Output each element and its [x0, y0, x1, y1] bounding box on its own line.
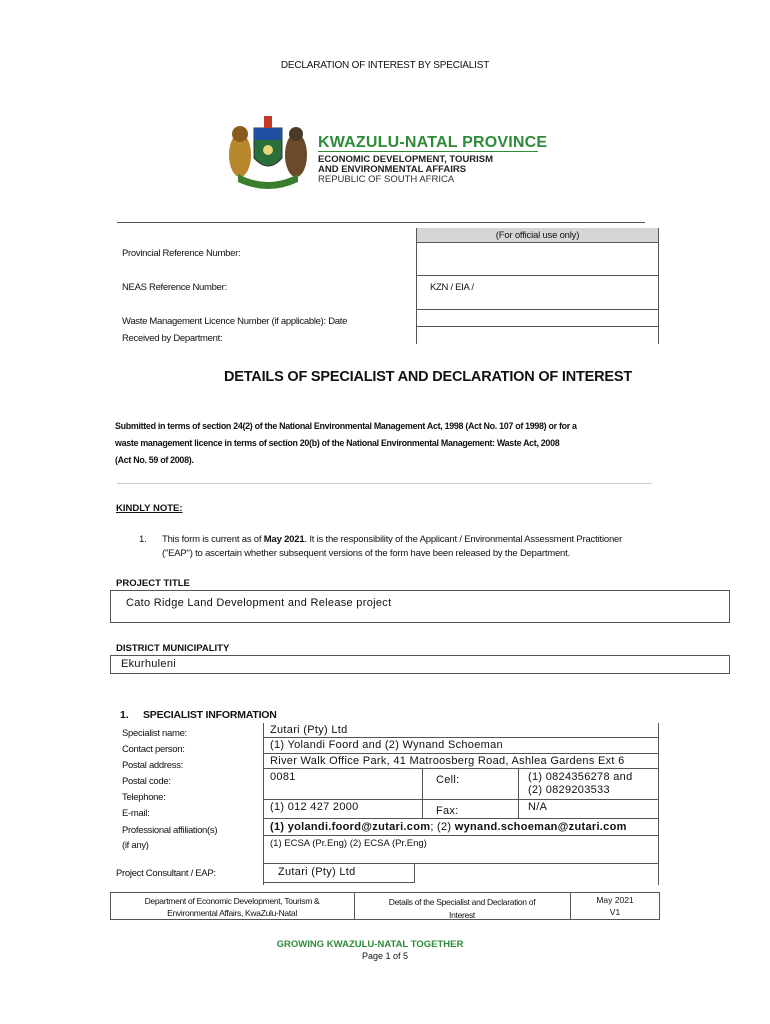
footer-slogan: GROWING KWAZULU-NATAL TOGETHER [276, 939, 464, 950]
logo-divider [318, 151, 538, 152]
note-line-2: ("EAP") to ascertain whether subsequent versions of the form have been released by the Department. [162, 548, 571, 559]
note-line-1 [162, 534, 622, 545]
email-value[interactable] [270, 821, 627, 833]
official-line [416, 326, 659, 327]
project-title-heading: PROJECT TITLE [116, 578, 190, 589]
postal-code-label: Postal code: [122, 776, 171, 787]
email-label: E-mail: [122, 808, 150, 819]
table-right-border [658, 723, 659, 885]
postal-address-label: Postal address: [122, 760, 183, 771]
affiliation-value[interactable]: (1) ECSA (Pr.Eng) (2) ECSA (Pr.Eng) [270, 838, 427, 849]
district-municipality-field[interactable] [110, 655, 730, 674]
submitted-line-2: waste management licence in terms of section 20(b) of the National Environmental Management: Waste Act, 2008 [115, 438, 560, 448]
header-divider [117, 222, 645, 223]
table-left-border [263, 723, 264, 885]
official-line [416, 309, 659, 310]
telephone-label: Telephone: [122, 792, 166, 803]
affiliation-if-any-label: (if any) [122, 840, 149, 851]
district-municipality-heading: DISTRICT MUNICIPALITY [116, 643, 230, 654]
official-use-label: (For official use only) [495, 230, 580, 241]
specialist-section-number: 1. [120, 709, 129, 721]
footer-version: V1 [609, 907, 621, 917]
email-separator: ; (2) [430, 821, 455, 833]
footer-department-line-2: Environmental Affairs, KwaZulu-Natal [167, 908, 297, 918]
department-line-1: ECONOMIC DEVELOPMENT, TOURISM [318, 154, 494, 165]
official-line [416, 242, 659, 243]
kindly-note-heading: KINDLY NOTE: [116, 503, 183, 514]
republic-label: REPUBLIC OF SOUTH AFRICA [318, 174, 455, 185]
cell-value-1[interactable]: (1) 0824356278 and [528, 771, 633, 783]
coat-of-arms-emblem [226, 110, 310, 190]
postal-code-value[interactable]: 0081 [270, 771, 296, 783]
note-date: May 2021 [263, 534, 305, 545]
fax-value[interactable]: N/A [528, 801, 548, 813]
received-by-department-label: Received by Department: [122, 333, 223, 344]
neas-reference-label: NEAS Reference Number: [122, 282, 227, 293]
fax-label: Fax: [436, 805, 459, 817]
project-title-field[interactable] [110, 590, 730, 623]
cell-value-2[interactable]: (2) 0829203533 [528, 784, 610, 796]
page-number: Page 1 of 5 [361, 951, 409, 961]
district-municipality-value: Ekurhuleni [121, 658, 176, 670]
email-2[interactable]: wynand.schoeman@zutari.com [454, 821, 627, 833]
footer-details-line-2: Interest [449, 910, 475, 920]
table-col-line [422, 768, 423, 818]
table-row-line [263, 818, 659, 819]
project-consultant-label: Project Consultant / EAP: [116, 868, 216, 879]
note-text: This form is current as of [162, 534, 264, 545]
postal-address-value[interactable]: River Walk Office Park, 41 Matroosberg Road, Ashlea Gardens Ext 6 [270, 755, 625, 767]
section-divider [117, 483, 652, 484]
neas-reference-value: KZN / EIA / [430, 282, 474, 293]
submitted-line-3: (Act No. 59 of 2008). [115, 455, 194, 465]
project-consultant-value: Zutari (Pty) Ltd [278, 866, 356, 878]
table-row-line [263, 768, 659, 769]
table-row-line [263, 835, 659, 836]
waste-licence-label: Waste Management Licence Number (if applicable): Date [122, 316, 348, 327]
department-line-2: AND ENVIRONMENTAL AFFAIRS [318, 164, 467, 175]
contact-person-value[interactable]: (1) Yolandi Foord and (2) Wynand Schoeman [270, 739, 503, 751]
project-title-value: Cato Ridge Land Development and Release project [126, 597, 392, 609]
table-row-line [263, 753, 659, 754]
page-title: DETAILS OF SPECIALIST AND DECLARATION OF INTEREST [223, 369, 633, 385]
submitted-line-1: Submitted in terms of section 24(2) of the National Environmental Management Act, 1998 (Act No. 107 of 1998) or for a [115, 421, 577, 431]
footer-date: May 2021 [596, 895, 634, 905]
note-text: . It is the responsibility of the Applicant / Environmental Assessment Practitioner [304, 534, 623, 545]
email-1[interactable]: (1) yolandi.foord@zutari.com [270, 821, 431, 833]
document-header-title: DECLARATION OF INTEREST BY SPECIALIST [280, 60, 490, 71]
table-row-line [263, 799, 659, 800]
official-line [416, 275, 659, 276]
project-consultant-field[interactable] [263, 863, 415, 883]
telephone-value[interactable]: (1) 012 427 2000 [270, 801, 359, 813]
professional-affiliation-label: Professional affiliation(s) [122, 825, 218, 836]
footer-details-line-1: Details of the Specialist and Declaration of [388, 897, 536, 907]
provincial-reference-label: Provincial Reference Number: [122, 248, 241, 259]
table-row-line [263, 737, 659, 738]
note-number: 1. [139, 534, 147, 545]
province-name: KWAZULU-NATAL PROVINCE [318, 134, 548, 151]
specialist-section-heading: SPECIALIST INFORMATION [143, 709, 277, 721]
cell-label: Cell: [436, 774, 460, 786]
specialist-name-value[interactable]: Zutari (Pty) Ltd [270, 724, 348, 736]
specialist-name-label: Specialist name: [122, 728, 187, 739]
table-col-line [518, 768, 519, 818]
contact-person-label: Contact person: [122, 744, 185, 755]
footer-department-line-1: Department of Economic Development, Tourism & [144, 896, 320, 906]
